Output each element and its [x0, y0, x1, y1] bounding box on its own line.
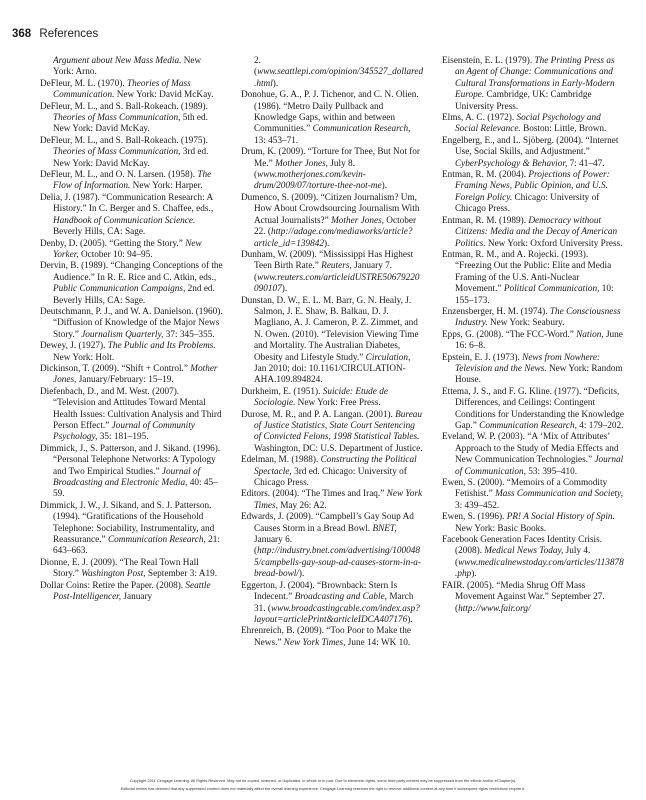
reference-text: 13: 453–71.: [254, 135, 299, 146]
reference-entry: [442, 56, 625, 113]
reference-text: 3rd ed. Chicago: University of Chicago Press.: [254, 466, 407, 489]
reference-italic-text: Nation,: [576, 329, 604, 340]
reference-entry: [241, 489, 424, 512]
reference-entry: [40, 193, 223, 239]
reference-entry: [40, 501, 223, 558]
reference-italic-text: Journal of Communication,: [455, 455, 624, 477]
reference-text: January 6. (: [254, 535, 293, 557]
page-number: 368: [12, 28, 32, 40]
reference-text: Edwards, J. (2009). “Campbell’s Gay Soup Ad Causes Storm in a Bread Bowl.: [241, 512, 414, 534]
references-body: [40, 56, 625, 649]
reference-text: 2. (: [254, 56, 261, 78]
reference-italic-text: New York Times,: [254, 489, 423, 511]
reference-italic-text: Broadcasting and Cable,: [294, 592, 387, 603]
reference-italic-text: Constructing the Political Spectacle,: [254, 455, 417, 477]
reference-italic-text: www.reuters.com/articleidUSTRE50679220090107: [254, 272, 420, 295]
reference-italic-text: http://industry.bnet.com/advertising/1000485/campbells-gay-soup-ad-causes-storm-in-a-bread-bowl/: [254, 546, 421, 580]
reference-text: Chicago: University of Chicago Press.: [455, 192, 600, 215]
reference-italic-text: The Printing Press as an Agent of Change: Communications and Cultural Transformations in Early-Modern Europe.: [455, 56, 615, 101]
reference-column-1: [40, 56, 223, 649]
reference-text: July 8. (: [254, 158, 355, 181]
reference-text: Dewey, J. (1927).: [40, 341, 108, 352]
reference-entry: [442, 478, 625, 512]
reference-entry: [241, 193, 424, 250]
reference-entry: [442, 216, 625, 250]
reference-entry: [40, 102, 223, 136]
reference-text: New York: Basic Books.: [455, 523, 547, 534]
reference-text: Eisenstein, E. L. (1979).: [442, 56, 535, 66]
reference-text: Elms, A. C. (1972).: [442, 113, 517, 124]
reference-text: DeFleur, M. L. (1970).: [40, 78, 127, 89]
reference-entry: [40, 239, 223, 262]
reference-text: May 26: A2.: [277, 500, 327, 511]
reference-text: 37: 345–355.: [163, 329, 215, 340]
reference-text: Dionne, E. J. (2009). “The Real Town Hall Story.”: [40, 557, 199, 580]
reference-text: October 22. (: [254, 215, 417, 238]
reference-text: Dunham, W. (2009). “Mississippi Has Highest Teen Birth Rate.”: [241, 249, 414, 272]
reference-text: Eggerton, J. (2004). “Brownback: Stern Is Indecent.”: [241, 580, 398, 603]
reference-text: Entman, R. M. (2004).: [442, 170, 529, 181]
reference-italic-text: Public Communication Campaigns,: [53, 284, 186, 295]
reference-entry: [40, 558, 223, 581]
reference-italic-text: The Flow of Information.: [53, 170, 212, 192]
reference-text: ).: [281, 284, 288, 295]
reference-entry: [241, 512, 424, 580]
reference-text: Ewen, S. (2000). “Memoirs of a Commodity Fetishist.”: [442, 478, 608, 500]
reference-italic-text: CyberPsychology & Behavior,: [455, 158, 568, 169]
reference-entry: [40, 387, 223, 444]
reference-text: Drum, K. (2009). “Torture for Thee, But Not for Me.”: [241, 147, 420, 169]
reference-text: Editors. (2004). “The Times and Iraq.”: [241, 489, 387, 500]
reference-text: New York: Arno.: [53, 56, 202, 78]
reference-text: 3: 439–452.: [455, 500, 500, 511]
reference-text: Facebook Generation Faces Identity Crisis. (2008).: [442, 535, 603, 557]
reference-italic-text: Social Psychology and Social Relevance.: [455, 113, 601, 135]
reference-text: ).: [272, 78, 279, 89]
reference-italic-text: Communication Research,: [312, 124, 411, 135]
reference-text: Donohue, G. A., P. J. Tichenor, and C. N. Olien. (1986). “Metro Daily Pullback and Knowledge Gaps, within and between Communities.”: [241, 90, 419, 135]
reference-text: New York: Random House.: [455, 363, 623, 386]
reference-text: Enzensberger, H. M. (1974).: [442, 306, 550, 317]
reference-italic-text: BNET,: [372, 523, 397, 534]
reference-entry: [40, 444, 223, 501]
reference-text: ).: [323, 238, 330, 249]
reference-text: Ettema, J. S., and F. G. Kline. (1977). “Deficits, Differences, and Ceilings: Contingent Conditions for Understanding the Knowledge Gap.”: [442, 386, 625, 431]
reference-text: Epstein, E. J. (1973).: [442, 352, 523, 363]
reference-text: September 3: A19.: [145, 569, 218, 580]
reference-text: Durose, M. R., and P. A. Langan. (2001).: [241, 409, 396, 420]
reference-text: FAIR. (2005). “Media Shrug Off Mass Movement Against War.” September 27. (: [442, 580, 605, 614]
reference-entry: [241, 250, 424, 296]
reference-text: Eveland, W. P. (2003). “A ‘Mix of Attributes’ Approach to the Study of Media Effects and New Communication Technologies.”: [442, 432, 619, 466]
reference-text: Epps, G. (2008). “The FCC-Word.”: [442, 329, 577, 340]
reference-text: ).: [407, 614, 413, 625]
reference-italic-text: Seattle Post-Intelligencer,: [53, 580, 211, 603]
reference-entry: [40, 581, 223, 604]
reference-text: New York: David McKay.: [114, 90, 214, 101]
reference-text: DeFleur, M. L., and O. N. Larsen. (1958).: [40, 170, 198, 181]
reference-text: Dimmick, J., S. Patterson, and J. Sikand. (1996). “Personal Telephone Networks: A Typology and Two Empirical Studies.”: [40, 443, 221, 477]
reference-entry: [40, 307, 223, 341]
reference-text: Boston: Little, Brown.: [520, 124, 607, 135]
reference-italic-text: Bureau of Justice Statistics, State Court Sentencing of Convicted Felons, 1998 Statistical Tables.: [254, 409, 423, 443]
reference-text: New York: Free Press.: [295, 398, 381, 409]
reference-entry: [241, 56, 424, 90]
reference-entry: [442, 307, 625, 330]
reference-text: Entman, R. M. (1989).: [442, 215, 529, 226]
reference-italic-text: Medical News Today,: [484, 546, 564, 557]
reference-italic-text: Mother Jones,: [53, 363, 218, 386]
reference-text: Dumenco, S. (2009). “Citizen Journalism? Um, How About Crowdsourcing Journalism With Actual Journalists?”: [241, 192, 420, 226]
reference-text: Deutschmann, P. J., and W. A. Danielson. (1960). “Diffusion of Knowledge of the Major News Story.”: [40, 306, 223, 340]
reference-entry: [241, 147, 424, 193]
reference-italic-text: Mother Jones,: [331, 215, 384, 226]
reference-entry: [442, 581, 625, 615]
reference-text: January 7. (: [254, 261, 393, 283]
reference-italic-text: Theories of Mass Communication.: [53, 78, 191, 101]
reference-italic-text: The Consciousness Industry.: [455, 306, 621, 329]
reference-italic-text: New York Times,: [283, 637, 346, 648]
reference-italic-text: Mass Communication and Society,: [495, 489, 624, 500]
reference-italic-text: Washington Post,: [81, 569, 146, 580]
reference-text: 2nd ed. Beverly Hills, CA: Sage.: [53, 284, 215, 306]
reference-italic-text: Reuters,: [321, 261, 352, 272]
reference-text: June 14: WK 10.: [345, 637, 411, 648]
reference-italic-text: www.broadcastingcable.com/index.asp?layout=articlePrint&articleIDCA407176: [254, 603, 420, 625]
reference-entry: [442, 113, 625, 136]
reference-text: January: [121, 592, 153, 603]
reference-italic-text: Handbook of Communication Science.: [53, 215, 196, 226]
reference-entry: [241, 387, 424, 410]
reference-entry: [40, 261, 223, 307]
reference-text: 3rd ed. New York: David McKay.: [53, 147, 209, 169]
reference-text: 4: 179–202.: [576, 421, 624, 431]
reference-italic-text: Journal of Broadcasting and Electronic Media,: [53, 466, 201, 489]
reference-text: 40: 45–59.: [53, 478, 218, 500]
reference-entry: [442, 353, 625, 387]
reference-italic-text: Political Communication,: [503, 284, 600, 295]
reference-italic-text: Circulation,: [365, 352, 411, 363]
reference-italic-text: PR! A Social History of Spin.: [506, 512, 615, 523]
reference-text: Durkheim, E. (1951).: [241, 386, 323, 397]
reference-text: 35: 181–195.: [97, 432, 149, 443]
reference-text: ).: [471, 569, 477, 580]
reference-text: New York: Holt.: [53, 352, 115, 363]
reference-italic-text: Democracy without Citizens: Media and the Decay of American Politics.: [455, 215, 618, 249]
reference-italic-text: www.medicalnewstoday.com/articles/113878.php: [455, 557, 624, 580]
reference-entry: [442, 535, 625, 581]
reference-text: Beverly Hills, CA: Sage.: [53, 227, 146, 238]
reference-entry: [442, 250, 625, 307]
reference-text: 10: 155–173.: [455, 284, 614, 306]
reference-column-3: [442, 56, 625, 649]
reference-italic-text: http://adage.com/mediaworks/article?article_id=139842: [254, 227, 413, 249]
copyright-notice: Copyright 2011 Cengage Learning. All Rights Reserved. May not be copied, scanned, or duplicated, in whole or in part. Due to electronic rights, some third party content may be suppressed from the eBook and/or eChapter(s).: [129, 778, 517, 783]
reference-text: Ehrenreich, B. (2009). “Too Poor to Make the News.”: [241, 626, 411, 648]
reference-text: Dunstan, D. W., E. L. M. Barr, G. N. Healy, J. Salmon, J. E. Shaw, B. Balkau, D. J. Magliano, A. J. Cameron, P. Z. Zimmet, and N. Owen. (2010). “Television Viewing Time and Mortality. The Australian Diabetes, Obesity and Lifestyle Study.”: [241, 295, 419, 363]
reference-entry: [442, 136, 625, 170]
reference-text: Dimmick, J. W., J. Sikand, and S. J. Patterson. (1994). “Gratifications of the Household Telephone: Sociability, Instrumentality, and Reassurance.”: [40, 500, 215, 546]
reference-entry: [442, 432, 625, 478]
reference-text: Washington, DC: U.S. Department of Justice.: [254, 443, 423, 454]
reference-italic-text: The Public and Its Problems.: [107, 341, 216, 352]
reference-text: ).: [298, 569, 305, 580]
reference-entry: [40, 56, 223, 79]
reference-entry: [241, 626, 424, 649]
reference-italic-text: Argument about New Mass Media.: [53, 56, 182, 66]
reference-italic-text: Projections of Power: Framing News, Public Opinion, and U.S. Foreign Policy.: [455, 170, 610, 203]
reference-text: New York: Oxford University Press.: [485, 238, 623, 249]
reference-entry: [40, 364, 223, 387]
reference-entry: [40, 79, 223, 102]
reference-text: ).: [381, 181, 388, 192]
reference-text: New York: Seabury.: [487, 318, 565, 329]
reference-text: Entman, R. M., and A. Rojecki. (1993). “Freezing Out the Public: Elite and Media Framing of the U.S. Anti-Nuclear Movement.”: [442, 249, 612, 295]
reference-text: Jan 2010; doi: 10.1161/CIRCULATION-AHA.109.894824.: [254, 363, 406, 386]
reference-text: June 16: 6–8.: [455, 329, 623, 352]
reference-column-2: [241, 56, 424, 649]
reference-italic-text: New Yorker,: [53, 238, 202, 260]
reference-text: 21: 643–663.: [53, 535, 220, 557]
reference-entry: [241, 410, 424, 456]
reference-text: Dickinson, T. (2009). “Shift + Control.”: [40, 363, 191, 374]
reference-italic-text: www.seattlepi.com/opinion/345527_dollared.html: [254, 67, 424, 89]
reference-text: Dervin, B. (1989). “Changing Conceptions of the Audience.” In R. E. Rice and C. Atkin, eds.,: [40, 261, 223, 283]
reference-italic-text: Suicide: Etude de Sociologie.: [254, 386, 388, 409]
reference-entry: [241, 90, 424, 147]
reference-entry: [241, 455, 424, 489]
reference-entry: [40, 341, 223, 364]
reference-text: DeFleur, M. L., and S. Ball-Rokeach. (1975).: [40, 135, 208, 146]
reference-entry: [40, 136, 223, 170]
reference-italic-text: www.motherjones.com/kevin-drum/2009/07/torture-thee-not-me: [254, 170, 382, 192]
reference-entry: [40, 170, 223, 193]
reference-entry: [241, 581, 424, 627]
reference-text: Engelberg, E., and L. Sjöberg. (2004). “Internet Use, Social Skills, and Adjustment.”: [442, 135, 619, 158]
reference-text: 53: 395–410.: [525, 466, 578, 477]
reference-text: Dollar Coins: Retire the Paper. (2008).: [40, 580, 186, 591]
reference-italic-text: Communication Research,: [479, 421, 577, 431]
reference-italic-text: Mother Jones,: [275, 158, 328, 169]
reference-italic-text: Journal of Community Psychology,: [53, 421, 195, 443]
reference-text: Edelman, M. (1988).: [241, 455, 321, 466]
reference-text: July 4. (: [455, 546, 591, 568]
reference-text: 5th ed. New York: David McKay.: [53, 113, 208, 135]
reference-italic-text: Journalism Quarterly,: [81, 329, 164, 340]
reference-text: March 31. (: [254, 592, 414, 614]
editorial-notice: Editorial review has deemed that any suppressed content does not materially affect the overall learning experience. Cengage Learning reserves the right to remove additional content at any time if subsequent rights restrictions require it.: [120, 786, 526, 791]
reference-text: Cambridge, UK: Cambridge University Press.: [455, 90, 592, 112]
page-header: [12, 28, 98, 40]
reference-entry: [442, 170, 625, 216]
reference-italic-text: Theories of Mass Communication,: [53, 113, 181, 124]
reference-text: New York: Harper.: [130, 181, 203, 192]
reference-italic-text: http://www.fair.org/: [458, 603, 531, 614]
reference-entry: [241, 296, 424, 387]
reference-text: October 10: 94–95.: [78, 249, 153, 260]
section-title: References: [39, 28, 99, 40]
reference-italic-text: News from Nowhere: Television and the News.: [455, 352, 601, 374]
reference-text: Denby, D. (2005). “Getting the Story.”: [40, 238, 186, 249]
reference-text: DeFleur, M. L., and S. Ball-Rokeach. (1989).: [40, 101, 208, 112]
reference-italic-text: Communication Research,: [107, 535, 206, 546]
reference-text: 7: 41–47.: [567, 158, 605, 169]
reference-entry: [442, 387, 625, 433]
reference-text: January/February: 15–19.: [76, 375, 174, 386]
reference-text: Delia, J. (1987). “Communication Research: A History.” In C. Berger and S. Chaffee, eds.,: [40, 192, 214, 215]
reference-text: Diefenbach, D., and M. West. (2007). “Television and Attitudes Toward Mental Health Issues: Cultivation Analysis and Third Person Effect.”: [40, 386, 222, 431]
reference-text: Ewen, S. (1996).: [442, 512, 507, 523]
reference-entry: [442, 330, 625, 353]
reference-entry: [442, 512, 625, 535]
reference-italic-text: Theories of Mass Communication,: [53, 147, 181, 158]
